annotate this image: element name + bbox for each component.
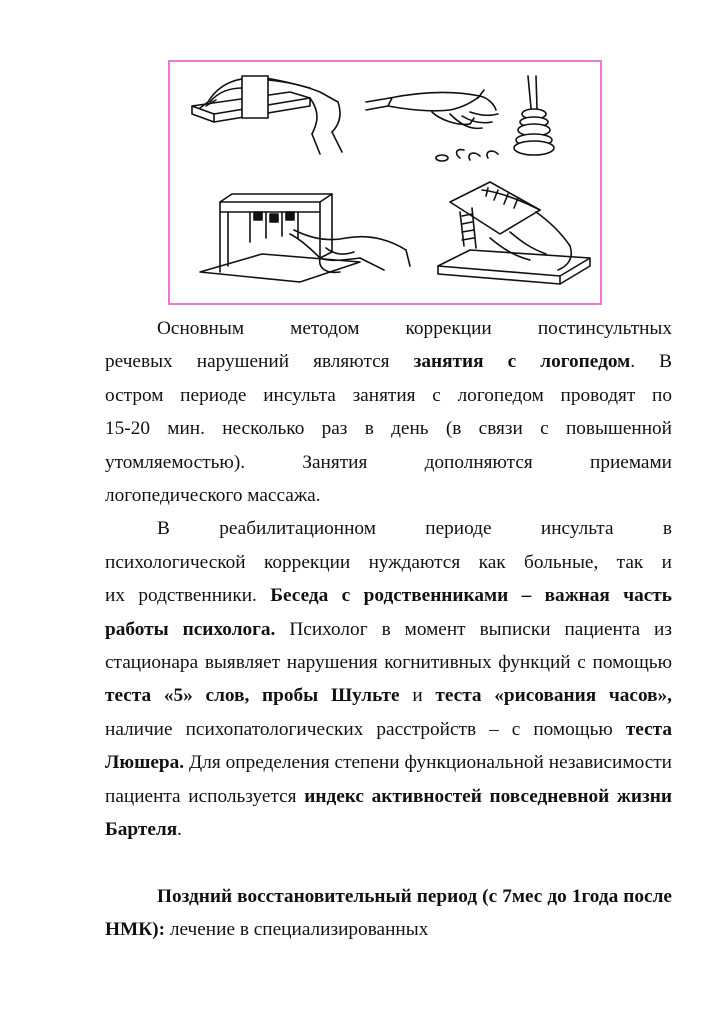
bold-term-five-words-test: теста «5» слов, пробы Шульте xyxy=(105,685,400,707)
bold-term-late-recovery-period: Поздний восстановительный период (с 7мес до 1года после НМК): xyxy=(105,885,672,941)
paragraph-1-line-2 xyxy=(105,345,672,378)
hand-on-spring-board-drawing xyxy=(438,182,590,284)
text-run: Психолог в момент выписки пациента из стационара выявляет нарушения когнитивных функций с помощью xyxy=(105,618,672,674)
text-run: их родственники. xyxy=(105,585,271,607)
bold-term-clock-test: теста «рисования часов», xyxy=(435,685,673,707)
hand-with-stacking-rings-drawing xyxy=(366,76,554,161)
paragraph-1-line-6: логопедического массажа. xyxy=(105,485,321,507)
paragraph-2-line-2: психологической коррекции нуждаются как больные, так и xyxy=(105,551,672,573)
rehabilitation-illustration xyxy=(168,60,602,305)
paragraph-1-line-5: утомляемостью). Занятия дополняются приемами xyxy=(105,451,672,473)
text-run: . В xyxy=(630,351,672,373)
bold-term-barthel-index: индекс активностей повседневной жизни Бартеля xyxy=(105,785,672,841)
paragraph-1-line-4: 15-20 мин. несколько раз в день (в связи с повышенной xyxy=(105,418,672,440)
paragraph-1-line-3: остром периоде инсульта занятия с логопедом проводят по xyxy=(105,384,672,406)
paragraph-2-body xyxy=(105,579,672,846)
text-run: лечение в специализированных xyxy=(165,919,429,941)
text-run: и xyxy=(399,685,436,707)
text-run: . xyxy=(177,819,182,841)
paragraph-3 xyxy=(105,880,672,947)
text-run: наличие психопатологических расстройств – с помощью xyxy=(105,718,626,740)
paragraph-1-line-1: Основным методом коррекции постинсультных xyxy=(157,318,672,339)
bold-term-luscher-test: теста Люшера. xyxy=(105,718,672,774)
hand-on-board-drawing xyxy=(192,76,342,154)
article-text xyxy=(105,312,672,947)
text-run: Для определения степени функциональной независимости пациента используется xyxy=(105,752,672,807)
text-run: речевых нарушений являются xyxy=(105,351,414,373)
bold-term-speech-therapist: занятия с логопедом xyxy=(413,351,631,373)
paragraph-spacer xyxy=(105,847,672,880)
finger-on-bead-frame-drawing xyxy=(200,194,410,282)
paragraph-2-line-1: В реабилитационном периоде инсульта в xyxy=(157,518,672,540)
bold-term-relatives-talk: Беседа с родственниками – важная часть работы психолога. xyxy=(105,585,672,640)
